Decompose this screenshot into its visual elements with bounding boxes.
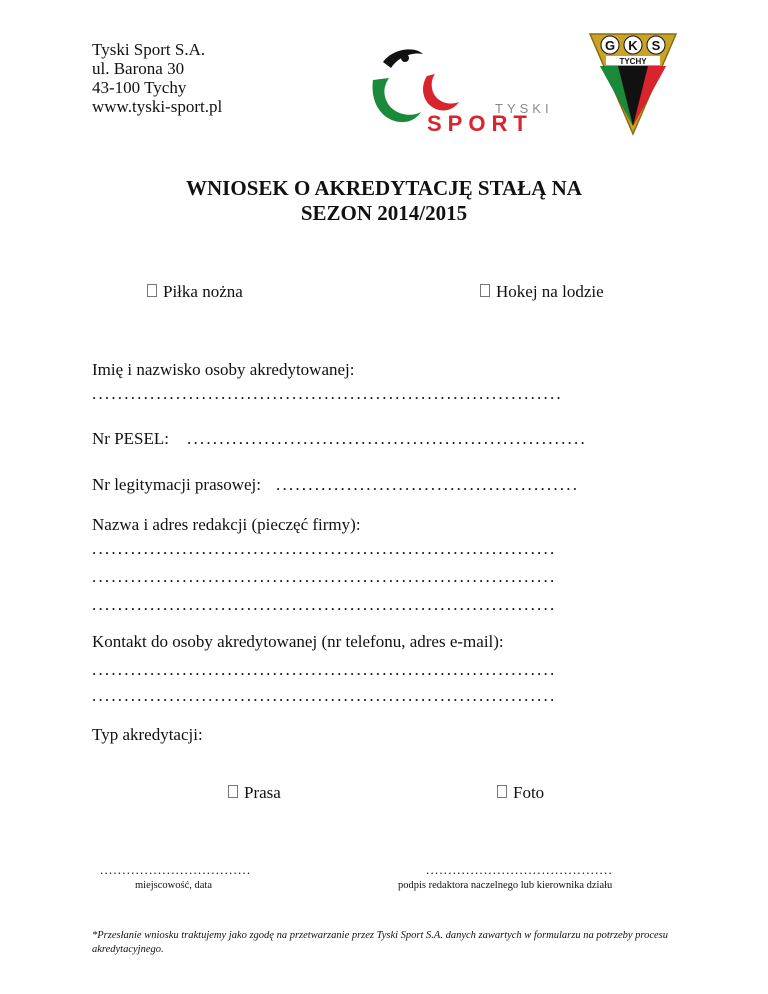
title-line-2: SEZON 2014/2015 bbox=[300, 201, 468, 225]
editorial-dotted-field-3[interactable]: ........................................................................ bbox=[92, 595, 557, 614]
signature-dotted-field[interactable]: .......................................... bbox=[426, 862, 613, 877]
press-id-dotted-field[interactable]: ............................................... bbox=[276, 475, 580, 494]
hockey-checkbox[interactable] bbox=[480, 284, 490, 297]
press-label: Prasa bbox=[244, 783, 281, 802]
tyski-text: TYSKI bbox=[495, 101, 553, 116]
football-label: Piłka nożna bbox=[163, 282, 243, 301]
contact-dotted-field-1[interactable]: ........................................................................ bbox=[92, 660, 557, 679]
gks-tychy-crest bbox=[588, 32, 678, 136]
signature-caption: podpis redaktora naczelnego lub kierownika działu bbox=[398, 880, 613, 891]
sport-text: SPORT bbox=[427, 111, 533, 135]
football-checkbox[interactable] bbox=[147, 284, 157, 297]
photo-label: Foto bbox=[513, 783, 545, 802]
title-line-1: WNIOSEK O AKREDYTACJĘ STAŁĄ NA bbox=[186, 176, 582, 200]
gks-letter-s: S bbox=[651, 38, 661, 53]
name-label: Imię i nazwisko osoby akredytowanej: bbox=[92, 360, 355, 379]
football-option[interactable] bbox=[147, 282, 243, 302]
name-dotted-field[interactable]: ......................................................................... bbox=[92, 384, 563, 403]
editorial-dotted-field-2[interactable]: ........................................................................ bbox=[92, 567, 557, 586]
contact-dotted-field-2[interactable]: ........................................................................ bbox=[92, 686, 557, 705]
page-title bbox=[0, 176, 768, 226]
company-address bbox=[92, 40, 222, 116]
place-date-caption: miejscowość, data bbox=[135, 880, 212, 891]
press-option[interactable] bbox=[228, 783, 281, 803]
hockey-option[interactable] bbox=[480, 282, 604, 302]
consent-footnote: *Przesłanie wniosku traktujemy jako zgodę na przetwarzanie przez Tyski Sport S.A. danych zawartych w formularzu na potrzeby procesu akredytacyjnego. bbox=[92, 930, 668, 955]
hockey-label: Hokej na lodzie bbox=[496, 282, 604, 301]
company-website: www.tyski-sport.pl bbox=[92, 97, 223, 116]
press-checkbox[interactable] bbox=[228, 785, 238, 798]
photo-checkbox[interactable] bbox=[497, 785, 507, 798]
gks-letter-k: K bbox=[628, 38, 638, 53]
company-city: 43-100 Tychy bbox=[92, 78, 187, 97]
pesel-dotted-field[interactable]: .............................................................. bbox=[187, 429, 587, 448]
press-id-label: Nr legitymacji prasowej: bbox=[92, 475, 262, 494]
gks-letter-g: G bbox=[604, 38, 616, 53]
company-street: ul. Barona 30 bbox=[92, 59, 185, 78]
company-name: Tyski Sport S.A. bbox=[92, 40, 206, 59]
editorial-dotted-field-1[interactable]: ........................................................................ bbox=[92, 539, 557, 558]
pesel-label: Nr PESEL: bbox=[92, 429, 169, 448]
editorial-label: Nazwa i adres redakcji (pieczęć firmy): bbox=[92, 515, 361, 534]
gks-city: TYCHY bbox=[619, 57, 647, 66]
contact-label: Kontakt do osoby akredytowanej (nr telefonu, adres e-mail): bbox=[92, 632, 504, 651]
accreditation-type-label: Typ akredytacji: bbox=[92, 725, 203, 744]
place-date-dotted-field[interactable]: .................................. bbox=[100, 862, 252, 877]
tyski-sport-logo bbox=[365, 40, 580, 135]
photo-option[interactable] bbox=[497, 783, 544, 803]
